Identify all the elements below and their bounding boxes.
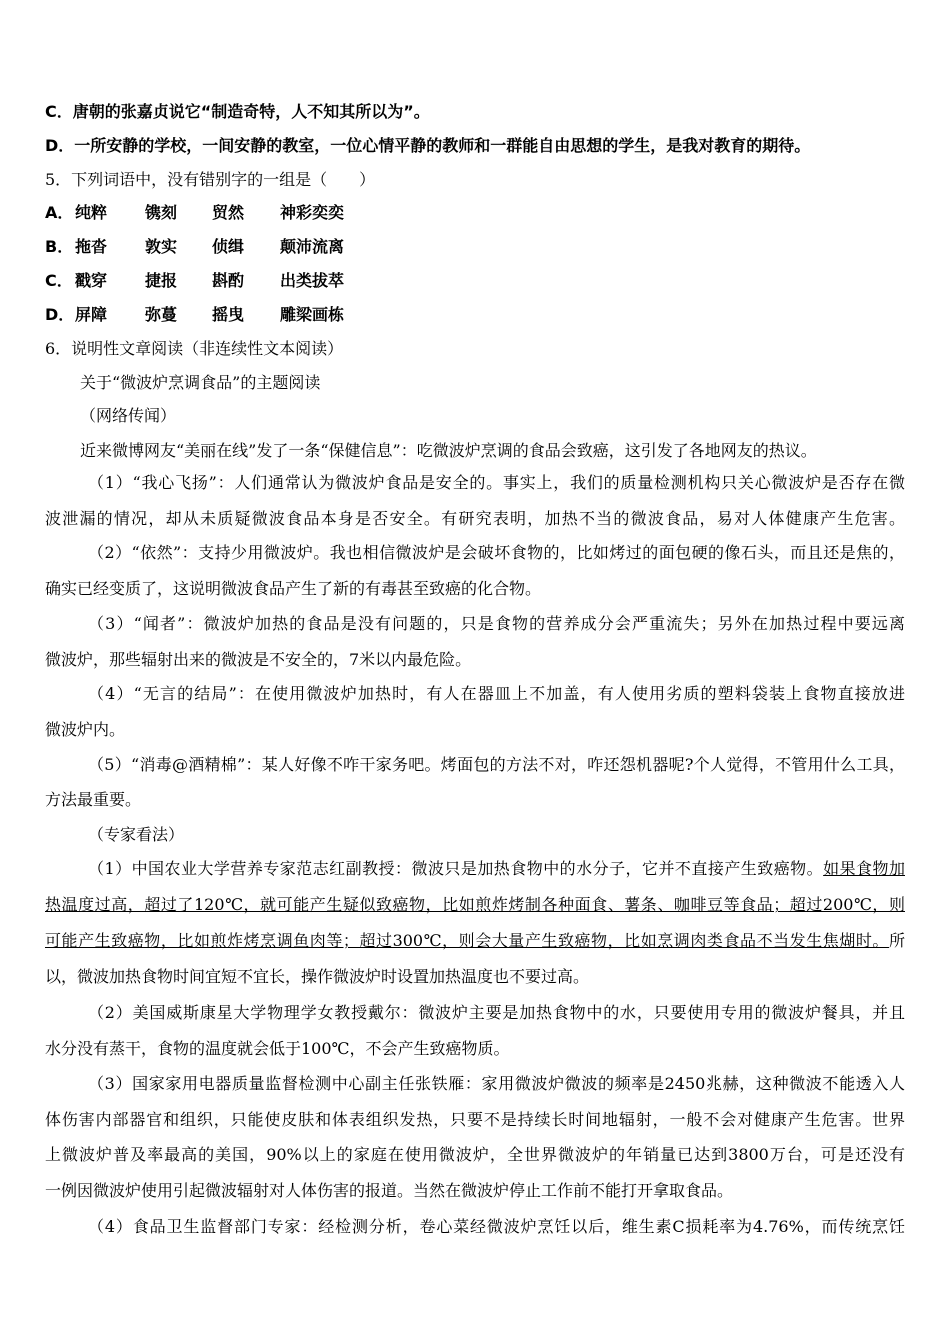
paragraph-line: 波泄漏的情况，却从未质疑微波食品本身是否安全。有研究表明，加热不当的微波食品，易对人体健康产生危害。 xyxy=(45,509,905,528)
option-label: D． xyxy=(45,305,75,324)
paragraph-line: （3）“闻者”：微波炉加热的食品是没有问题的，只是食物的营养成分会严重流失；另外在加热过程中要远离 xyxy=(88,614,905,633)
paragraph-line: 微波炉内。 xyxy=(45,720,126,739)
word: 敦实 xyxy=(145,237,178,256)
intro-paragraph: 近来微博网友“美丽在线”发了一条“保健信息”：吃微波炉烹调的食品会致癌，这引发了各地网友的热议。 xyxy=(80,441,817,460)
option-label: B． xyxy=(45,237,74,256)
option-label: A． xyxy=(45,203,74,222)
paragraph-line: 微波炉，那些辐射出来的微波是不安全的，7米以内最危险。 xyxy=(45,650,472,669)
word: 弥蔓 xyxy=(145,305,178,324)
word: 戳穿 xyxy=(75,271,108,290)
underlined-text: 热温度过高，超过了120℃，就可能产生疑似致癌物，比如煎炸烤制各种面食、薯条、咖啡豆等食品；超过200℃，则 xyxy=(45,895,905,914)
section-heading-rumors: （网络传闻） xyxy=(80,406,177,425)
paragraph-line: 水分没有蒸干，食物的温度就会低于100℃，不会产生致癌物质。 xyxy=(45,1039,510,1058)
underlined-text: 可能产生致癌物，比如煎炸烤烹调鱼肉等；超过300℃，则会大量产生致癌物，比如烹调肉类食品不当发生焦煳时。 xyxy=(45,931,889,950)
paragraph-line: （3）国家家用电器质量监督检测中心副主任张铁雁：家用微波炉微波的频率是2450兆赫，这种微波不能透入人 xyxy=(88,1074,905,1093)
paragraph-line: （2）美国威斯康星大学物理学女教授戴尔：微波炉主要是加热食物中的水，只要使用专用的微波炉餐具，并且 xyxy=(88,1003,905,1022)
word: 摇曳 xyxy=(212,305,245,324)
paragraph-line: 一例因微波炉使用引起微波辐射对人体伤害的报道。当然在微波炉停止工作前不能打开拿取食品。 xyxy=(45,1181,734,1200)
word: 屏障 xyxy=(75,305,108,324)
question-6-stem: 6．说明性文章阅读（非连续性文本阅读） xyxy=(45,339,344,358)
word: 捷报 xyxy=(145,271,178,290)
word: 斟酌 xyxy=(212,271,245,290)
q5-option-b xyxy=(45,236,344,258)
paragraph-line: （4）食品卫生监督部门专家：经检测分析，卷心菜经微波炉烹饪以后，维生素C损耗率为4.76%，而传统烹饪 xyxy=(88,1217,905,1236)
paragraph-line: （5）“消毒@酒精棉”：某人好像不咋干家务吧。烤面包的方法不对，咋还怨机器呢?个人觉得，不管用什么工具， xyxy=(88,755,905,774)
paragraph-line: （1）“我心飞扬”：人们通常认为微波炉食品是安全的。事实上，我们的质量检测机构只关心微波炉是否存在微 xyxy=(88,473,905,492)
word: 纯粹 xyxy=(75,203,108,222)
option-d-q4: D．一所安静的学校，一间安静的教室，一位心情平静的教师和一群能自由思想的学生，是我对教育的期待。 xyxy=(45,136,811,155)
expert-1-line: 以，微波加热食物时间宜短不宜长，操作微波炉时设置加热温度也不要过高。 xyxy=(45,967,590,986)
section-heading-experts: （专家看法） xyxy=(88,825,185,844)
paragraph-line: （2）“依然”：支持少用微波炉。我也相信微波炉是会破坏食物的，比如烤过的面包硬的像石头，而且还是焦的， xyxy=(88,543,905,562)
word: 贸然 xyxy=(212,203,245,222)
underlined-text: 如果食物加 xyxy=(823,859,905,878)
option-label: C． xyxy=(45,271,73,290)
word: 出类拔萃 xyxy=(280,271,345,290)
expert-1-line xyxy=(88,858,905,880)
word: 神彩奕奕 xyxy=(280,203,345,222)
text: （1）中国农业大学营养专家范志红副教授：微波只是加热食物中的水分子，它并不直接产生致癌物。 xyxy=(88,859,824,878)
q5-option-a xyxy=(45,202,344,224)
q5-option-d xyxy=(45,304,344,326)
word: 拖沓 xyxy=(75,237,108,256)
paragraph-line: 体伤害内部器官和组织，只能使皮肤和体表组织发热，只要不是持续长时间地辐射，一般不会对健康产生危害。世界 xyxy=(45,1110,905,1129)
option-c-q4: C．唐朝的张嘉贞说它“制造奇特，人不知其所以为”。 xyxy=(45,102,430,121)
word: 颠沛流离 xyxy=(280,237,345,256)
word: 侦缉 xyxy=(212,237,245,256)
reading-title: 关于“微波炉烹调食品”的主题阅读 xyxy=(80,373,321,392)
question-5-stem: 5．下列词语中，没有错别字的一组是（ ） xyxy=(45,170,376,189)
paragraph-line: （4）“无言的结局”：在使用微波炉加热时，有人在器皿上不加盖，有人使用劣质的塑料袋装上食物直接放进 xyxy=(88,684,905,703)
word: 雕梁画栋 xyxy=(280,305,345,324)
paragraph-line: 方法最重要。 xyxy=(45,790,142,809)
q5-option-c xyxy=(45,270,344,292)
expert-1-line xyxy=(45,930,905,952)
text: 所 xyxy=(888,931,905,950)
word: 镌刻 xyxy=(145,203,178,222)
paragraph-line: 上微波炉普及率最高的美国，90%以上的家庭在使用微波炉，全世界微波炉的年销量已达到3800万台，可是还没有 xyxy=(45,1145,905,1164)
paragraph-line: 确实已经变质了，这说明微波食品产生了新的有毒甚至致癌的化合物。 xyxy=(45,579,542,598)
